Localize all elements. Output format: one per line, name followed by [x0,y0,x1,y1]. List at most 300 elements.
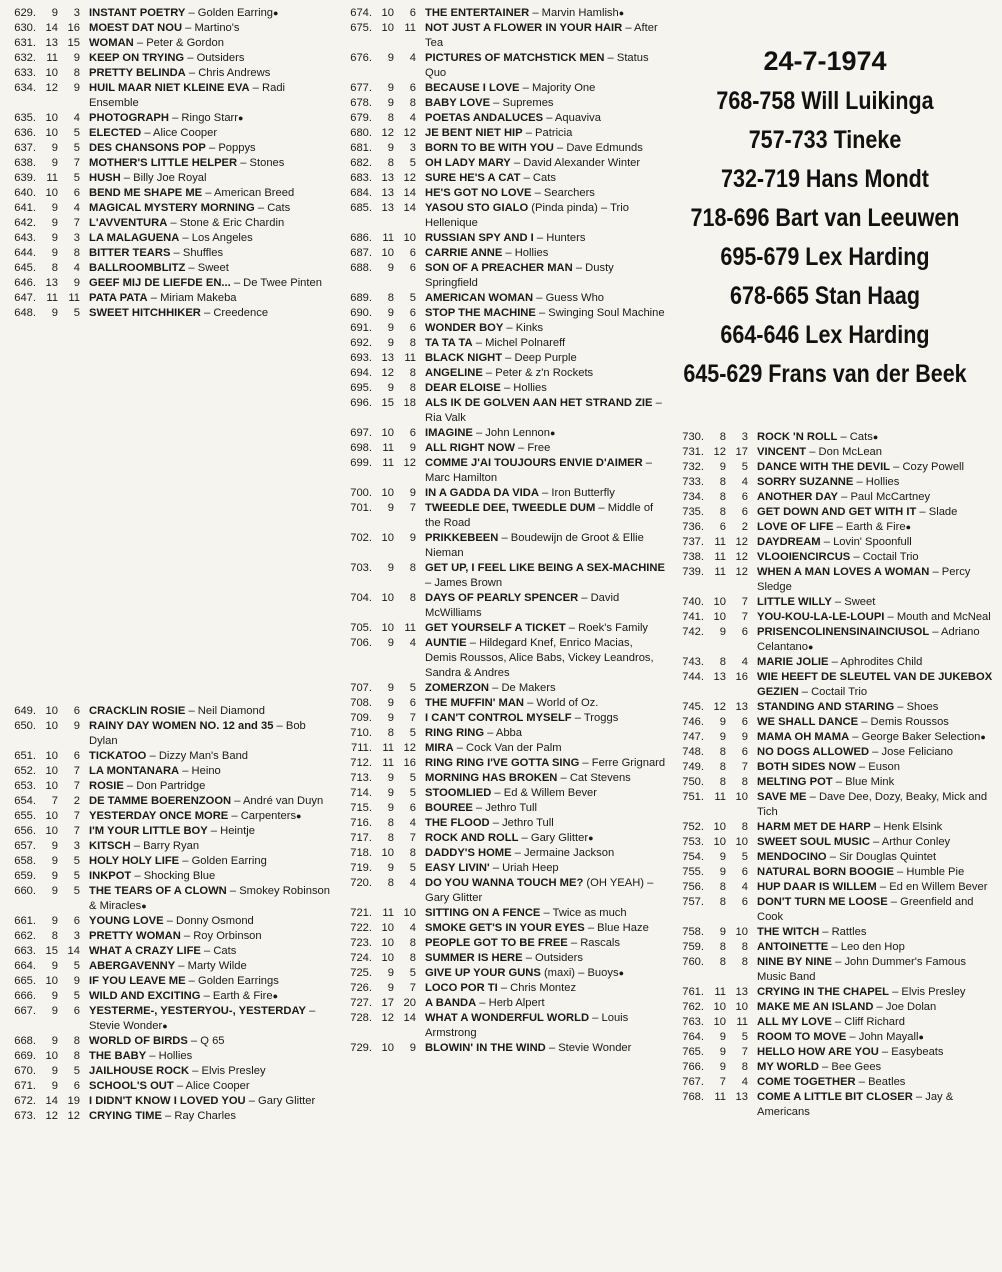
chart-entry [336,711,666,726]
chart-entry [668,430,998,445]
entry-artist: – Cat Stevens [557,772,631,784]
entry-title: SON OF A PREACHER MAN [425,262,573,274]
entry-text [80,779,335,794]
dj-row: 732-719 Hans Mondt [721,165,929,193]
entry-title: LA MALAGUENA [89,232,180,244]
chart-entry [336,6,666,21]
entry-title: L'AVVENTURA [89,217,168,229]
entry-weeks: 13 [735,701,748,713]
entry-text [80,839,335,854]
entry-text [748,595,998,610]
entry-prev-position: 9 [51,870,58,882]
entry-prev-position: 10 [45,810,58,822]
entry-title: YASOU STO GIALO [425,202,529,214]
chart-entry [336,726,666,741]
entry-rank: 761. [682,986,704,998]
entry-artist: – Troggs [571,712,619,724]
entry-prev-position: 9 [51,915,58,927]
entry-weeks: 8 [409,382,416,394]
marker-dot-icon: ● [918,1032,924,1042]
entry-title: HELLO HOW ARE YOU [757,1046,879,1058]
entry-text [416,741,666,756]
entry-rank: 716. [350,817,372,829]
entry-text [80,914,335,929]
entry-artist: – Q 65 [187,1035,225,1047]
entry-artist: – Cats [254,202,291,214]
entry-prev-position: 8 [719,881,726,893]
entry-artist: – World of Oz. [523,697,599,709]
chart-entry [336,786,666,801]
entry-rank: 641. [14,202,36,214]
entry-artist: – Greenfield and Cook [757,896,974,923]
entry-rank: 659. [14,870,36,882]
chart-entry [336,321,666,336]
entry-weeks: 16 [403,757,416,769]
entry-rank: 766. [682,1061,704,1073]
entry-title: BECAUSE I LOVE [425,82,520,94]
entry-artist: – Majority One [519,82,596,94]
entry-title: ROCK AND ROLL [425,832,519,844]
entry-title: GEEF MIJ DE LIEFDE EN... [89,277,231,289]
entry-rank: 725. [350,967,372,979]
entry-prev-position: 14 [45,1095,58,1107]
marker-dot-icon: ● [273,8,279,18]
entry-weeks: 13 [735,986,748,998]
entry-weeks: 7 [741,596,748,608]
entry-title: MAMA OH MAMA [757,731,850,743]
chart-entry [336,261,666,291]
entry-artist: – John Lennon [472,427,550,439]
entry-text [80,884,335,914]
entry-prev-position: 9 [51,960,58,972]
entry-artist: – James Brown [425,577,503,589]
entry-prev-position: 9 [387,637,394,649]
entry-title: DEAR ELOISE [425,382,501,394]
chart-entry [0,216,335,231]
entry-weeks: 10 [735,1001,748,1013]
entry-title: HUSH [89,172,121,184]
entry-prev-position: 10 [381,937,394,949]
chart-entry [0,246,335,261]
entry-artist: – Ed en Willem Bever [876,881,988,893]
entry-artist: – Coctail Trio [850,551,919,563]
entry-artist: – Golden Earring [179,855,267,867]
chart-entry [336,336,666,351]
entry-text [416,171,666,186]
chart-entry [336,201,666,231]
chart-entry [336,246,666,261]
entry-title: THE WITCH [757,926,820,938]
chart-entry [0,749,335,764]
entry-prev-position: 10 [713,596,726,608]
entry-rank: 735. [682,506,704,518]
entry-text [416,246,666,261]
entry-text [80,1094,335,1109]
entry-text [416,186,666,201]
chart-entry [0,794,335,809]
entry-text [748,1090,998,1120]
entry-artist: – Cats [837,431,873,443]
entry-weeks: 4 [73,262,80,274]
entry-weeks: 6 [409,7,416,19]
entry-weeks: 11 [736,1016,748,1028]
entry-rank: 686. [350,232,372,244]
entry-title: SAVE ME [757,791,807,803]
entry-title: STOOMLIED [425,787,492,799]
entry-rank: 755. [682,866,704,878]
entry-title: TICKATOO [89,750,147,762]
entry-title: RING RING I'VE GOTTA SING [425,757,580,769]
entry-rank: 636. [14,127,36,139]
entry-prev-position: 11 [714,1091,726,1103]
entry-weeks: 12 [735,551,748,563]
entry-artist: – Bob Dylan [89,720,306,747]
entry-artist: – Billy Joe Royal [120,172,207,184]
entry-text [748,505,998,520]
entry-prev-position: 13 [381,352,394,364]
entry-title: WONDER BOY [425,322,504,334]
entry-text [416,6,666,21]
entry-text [748,985,998,1000]
chart-entry [336,756,666,771]
chart-entry [668,490,998,505]
chart-entry [336,441,666,456]
entry-rank: 690. [350,307,372,319]
entry-prev-position: 9 [719,1046,726,1058]
entry-artist: – Free [514,442,551,454]
chart-entry [0,1094,335,1109]
entry-prev-position: 11 [46,52,58,64]
chart-column-2 [336,6,666,1056]
entry-artist: – Smokey Robinson & Miracles [89,885,330,912]
entry-prev-position: 9 [51,157,58,169]
entry-weeks: 8 [409,562,416,574]
entry-text [416,621,666,636]
entry-artist: – Jermaine Jackson [511,847,615,859]
entry-rank: 723. [350,937,372,949]
entry-text [80,66,335,81]
entry-text [748,610,998,625]
entry-rank: 765. [682,1046,704,1058]
entry-rank: 687. [350,247,372,259]
entry-weeks: 3 [409,142,416,154]
entry-weeks: 6 [409,322,416,334]
entry-weeks: 10 [735,926,748,938]
entry-prev-position: 9 [51,7,58,19]
entry-rank: 701. [350,502,372,514]
entry-rank: 763. [682,1016,704,1028]
entry-title: RUSSIAN SPY AND I [425,232,534,244]
entry-prev-position: 9 [387,322,394,334]
entry-text [416,321,666,336]
chart-entry [336,501,666,531]
entry-title: MOTHER'S LITTLE HELPER [89,157,238,169]
entry-text [416,486,666,501]
entry-rank: 726. [350,982,372,994]
entry-title: SCHOOL'S OUT [89,1080,174,1092]
entry-text [416,771,666,786]
entry-text [748,760,998,775]
entry-text [748,790,998,820]
entry-text [80,81,335,111]
entry-weeks: 5 [409,727,416,739]
entry-artist: – Marty Wilde [175,960,247,972]
entry-prev-position: 9 [51,202,58,214]
entry-artist: – Blue Mink [832,776,895,788]
entry-artist: – Sir Douglas Quintet [826,851,937,863]
entry-artist: – Louis Armstrong [425,1012,629,1039]
entry-rank: 691. [350,322,372,334]
entry-title: STOP THE MACHINE [425,307,536,319]
entry-title: ANGELINE [425,367,483,379]
entry-artist: – Middle of the Road [425,502,654,529]
entry-weeks: 6 [409,82,416,94]
entry-rank: 715. [350,802,372,814]
entry-title: KEEP ON TRYING [89,52,185,64]
entry-title: STANDING AND STARING [757,701,895,713]
entry-weeks: 7 [741,761,748,773]
chart-entry [0,1004,335,1034]
entry-title: BALLROOMBLITZ [89,262,186,274]
entry-title: BLACK NIGHT [425,352,503,364]
entry-prev-position: 11 [382,907,394,919]
entry-text [416,951,666,966]
chart-entry [0,959,335,974]
entry-artist: – Cats [520,172,556,184]
entry-weeks: 17 [735,446,748,458]
entry-prev-position: 9 [387,682,394,694]
chart-entry [0,186,335,201]
entry-prev-position: 11 [714,986,726,998]
entry-text [416,696,666,711]
entry-weeks: 2 [73,795,80,807]
chart-entry [668,1090,998,1120]
entry-text [416,291,666,306]
chart-entry [668,820,998,835]
entry-artist: – Jethro Tull [472,802,537,814]
entry-prev-position: 9 [51,1035,58,1047]
entry-text [416,591,666,621]
entry-rank: 648. [14,307,36,319]
entry-prev-position: 15 [381,397,394,409]
chart-entry [336,531,666,561]
entry-rank: 713. [350,772,372,784]
entry-text [80,1109,335,1124]
entry-prev-position: 9 [719,851,726,863]
entry-title: ROOM TO MOVE [757,1031,847,1043]
entry-artist: (OH YEAH) – Gary Glitter [425,877,654,904]
entry-text [416,336,666,351]
entry-artist: – Outsiders [522,952,583,964]
entry-title: THE BABY [89,1050,147,1062]
chart-entry [336,816,666,831]
entry-weeks: 5 [741,461,748,473]
entry-artist: – Guess Who [533,292,605,304]
entry-artist: – Neil Diamond [185,705,265,717]
entry-text [80,1034,335,1049]
entry-prev-position: 12 [45,1110,58,1122]
entry-prev-position: 11 [46,292,58,304]
dj-row: 678-665 Stan Haag [729,282,921,310]
entry-weeks: 5 [409,967,416,979]
entry-rank: 663. [14,945,36,957]
entry-weeks: 8 [741,776,748,788]
entry-title: DON'T TURN ME LOOSE [757,896,888,908]
chart-entry [668,1075,998,1090]
entry-weeks: 4 [73,202,80,214]
entry-rank: 708. [350,697,372,709]
entry-prev-position: 11 [382,457,394,469]
entry-prev-position: 11 [714,551,726,563]
entry-title: GET YOURSELF A TICKET [425,622,566,634]
chart-entry [336,381,666,396]
entry-rank: 718. [350,847,372,859]
entry-rank: 732. [682,461,704,473]
chart-entry [0,869,335,884]
entry-rank: 661. [14,915,36,927]
entry-text [416,636,666,681]
entry-rank: 676. [350,52,372,64]
entry-weeks: 3 [73,930,80,942]
entry-title: I'M YOUR LITTLE BOY [89,825,208,837]
entry-weeks: 5 [73,307,80,319]
entry-text [80,824,335,839]
entry-title: CRACKLIN ROSIE [89,705,186,717]
chart-entry [336,51,666,81]
entry-weeks: 5 [409,292,416,304]
chart-entry [336,81,666,96]
entry-artist: – David Alexander Winter [510,157,641,169]
entry-text [80,944,335,959]
chart-entry [668,475,998,490]
entry-artist: – Don Partridge [123,780,206,792]
entry-rank: 632. [14,52,36,64]
entry-rank: 709. [350,712,372,724]
entry-artist: – Hollies [146,1050,193,1062]
entry-text [80,764,335,779]
entry-prev-position: 9 [51,1065,58,1077]
entry-prev-position: 7 [719,1076,726,1088]
entry-artist: – Alice Cooper [141,127,218,139]
chart-entry [336,396,666,426]
entry-rank: 657. [14,840,36,852]
entry-text [748,475,998,490]
entry-text [748,460,998,475]
entry-rank: 739. [682,566,704,578]
entry-title: EASY LIVIN' [425,862,490,874]
entry-rank: 717. [350,832,372,844]
entry-weeks: 9 [73,52,80,64]
chart-entry [336,231,666,246]
entry-artist: – Elvis Presley [189,1065,266,1077]
chart-entry [668,790,998,820]
entry-title: SITTING ON A FENCE [425,907,541,919]
chart-entry [0,704,335,719]
entry-prev-position: 9 [719,926,726,938]
entry-prev-position: 11 [382,442,394,454]
entry-title: AMERICAN WOMAN [425,292,534,304]
entry-weeks: 4 [409,637,416,649]
entry-artist: – Dave Edmunds [553,142,643,154]
chart-entry [668,745,998,760]
entry-rank: 742. [682,626,704,638]
entry-artist: – Creedence [200,307,269,319]
entry-rank: 683. [350,172,372,184]
entry-text [80,126,335,141]
entry-prev-position: 9 [387,307,394,319]
chart-entry [0,1109,335,1124]
entry-rank: 728. [350,1012,372,1024]
entry-rank: 743. [682,656,704,668]
entry-artist: – Deep Purple [502,352,577,364]
entry-weeks: 9 [409,442,416,454]
entry-prev-position: 9 [387,562,394,574]
entry-title: ANOTHER DAY [757,491,839,503]
entry-weeks: 6 [73,1080,80,1092]
chart-entry [668,535,998,550]
entry-weeks: 16 [735,671,748,683]
entry-title: PRETTY BELINDA [89,67,186,79]
entry-title: NO DOGS ALLOWED [757,746,870,758]
entry-prev-position: 13 [381,187,394,199]
entry-rank: 692. [350,337,372,349]
chart-entry [336,1041,666,1056]
entry-weeks: 4 [73,112,80,124]
entry-weeks: 7 [409,502,416,514]
entry-text [748,730,998,745]
entry-title: CARRIE ANNE [425,247,503,259]
entry-artist: – Sweet [185,262,229,274]
entry-rank: 705. [350,622,372,634]
entry-rank: 699. [350,457,372,469]
chart-entry [668,610,998,625]
chart-entry [0,231,335,246]
entry-title: TWEEDLE DEE, TWEEDLE DUM [425,502,596,514]
entry-weeks: 4 [741,656,748,668]
entry-title: DANCE WITH THE DEVIL [757,461,891,473]
entry-weeks: 5 [409,787,416,799]
entry-prev-position: 10 [713,836,726,848]
entry-weeks: 6 [741,716,748,728]
entry-artist: – Peter & z'n Rockets [482,367,594,379]
entry-weeks: 9 [73,82,80,94]
entry-prev-position: 11 [714,536,726,548]
chart-entry [336,801,666,816]
entry-rank: 754. [682,851,704,863]
entry-rank: 748. [682,746,704,758]
chart-entry [668,940,998,955]
entry-artist: – Slade [916,506,958,518]
entry-artist: – Michel Polnareff [472,337,566,349]
entry-title: AUNTIE [425,637,467,649]
chart-entry [668,760,998,775]
entry-rank: 673. [14,1110,36,1122]
entry-text [748,895,998,925]
chart-entry [0,201,335,216]
entry-title: HUP DAAR IS WILLEM [757,881,877,893]
entry-weeks: 4 [741,1076,748,1088]
marker-dot-icon: ● [238,113,244,123]
entry-artist: – Easybeats [878,1046,944,1058]
entry-text [416,306,666,321]
entry-weeks: 6 [73,915,80,927]
entry-rank: 640. [14,187,36,199]
entry-prev-position: 9 [51,840,58,852]
entry-text [80,261,335,276]
entry-text [416,111,666,126]
entry-weeks: 19 [67,1095,80,1107]
entry-weeks: 11 [404,352,416,364]
